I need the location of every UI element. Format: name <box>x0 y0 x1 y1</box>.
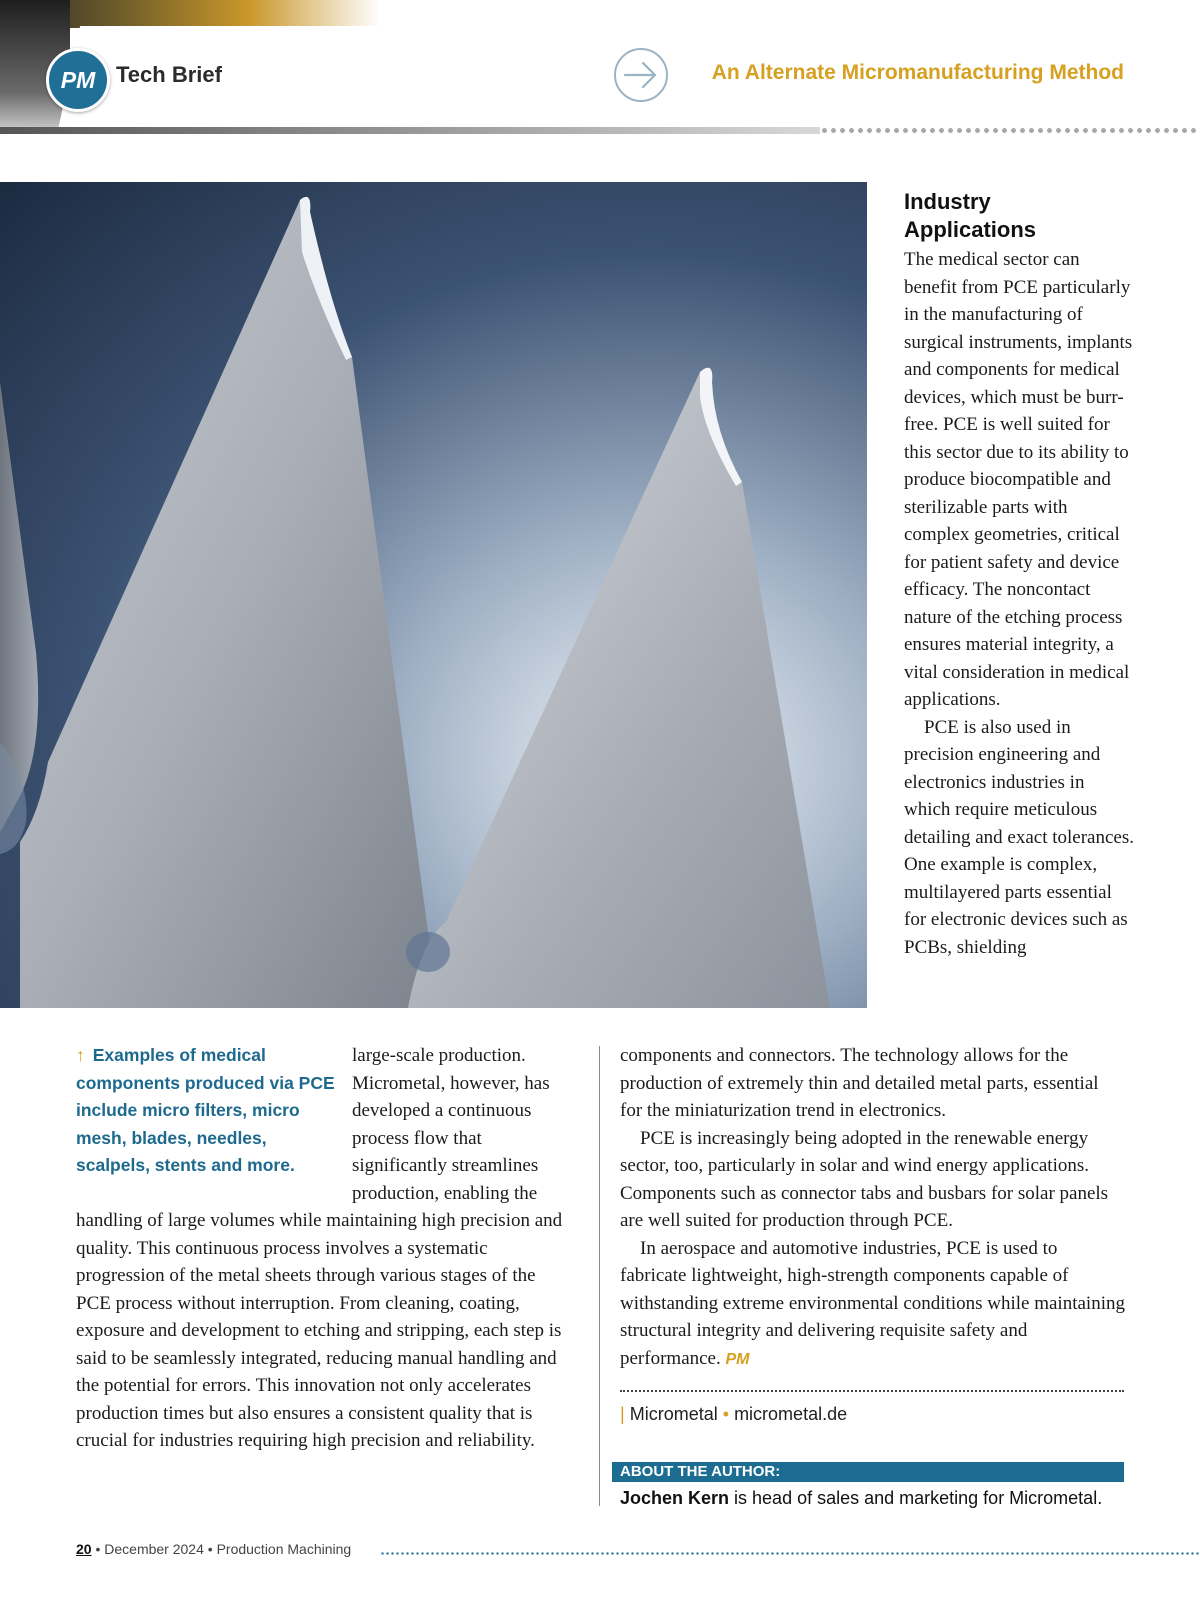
arrow-right-circle-icon <box>612 46 670 104</box>
sidebar-body <box>904 246 1134 961</box>
about-author-label: ABOUT THE AUTHOR: <box>612 1462 1124 1482</box>
arrow-up-icon: ↑ <box>76 1045 85 1065</box>
author-bio: is head of sales and marketing for Micrometal. <box>729 1488 1103 1508</box>
header-dotted-rule <box>820 127 1200 134</box>
pm-logo-badge: PM <box>46 48 110 112</box>
sidebar-paragraph: The medical sector can benefit from PCE particularly in the manufacturing of surgical instruments, implants and components for medical devices, which must be burr-free. PCE is well suited for this sector due to its ability to produce biocompatible and sterilizable parts with complex geometries, critical for patient safety and device efficacy. The noncontact nature of the etching process ensures material integrity, a vital consideration in medical applications. <box>904 249 1133 710</box>
source-bar: | <box>620 1404 625 1424</box>
pm-end-mark: PM <box>725 1350 750 1368</box>
medical-blades-photo <box>0 182 867 1008</box>
source-separator: • <box>722 1404 730 1424</box>
header-rule <box>0 127 820 134</box>
issue-date: December 2024 <box>104 1541 204 1557</box>
caption-wrap-space <box>76 1042 352 1207</box>
footer-separator: • <box>95 1541 101 1557</box>
page-number: 20 <box>76 1541 92 1557</box>
dotted-divider <box>620 1390 1124 1392</box>
author-name: Jochen Kern <box>620 1488 730 1508</box>
body-paragraph: components and connectors. The technology allows for the production of extremely thin and detailed metal parts, essential for the miniaturization trend in electronics. <box>620 1045 1099 1121</box>
about-author-text <box>620 1488 1140 1509</box>
subheading-industry-applications: Industry Applications <box>904 189 1037 242</box>
footer-separator: • <box>207 1541 213 1557</box>
section-label: Tech Brief <box>116 62 222 87</box>
left-column-body <box>76 1042 564 1455</box>
publication-name: Production Machining <box>216 1541 352 1557</box>
company-url-link[interactable]: micrometal.de <box>734 1404 848 1424</box>
company-source-line <box>620 1404 847 1425</box>
body-paragraph-text: In aerospace and automotive industries, PCE is used to fabricate lightweight, high-strength components capable of withstanding extreme environmental conditions while maintaining structural integrity and delivering requisite safety and performance. <box>620 1237 1125 1369</box>
caption-text: Examples of medical components produced via PCE include micro filters, micro mesh, blades, needles, scalpels, stents and more. <box>76 1045 335 1175</box>
article-section-title: An Alternate Micromanufacturing Method <box>711 61 1124 84</box>
footer-dotted-rule <box>380 1552 1200 1555</box>
page-footer <box>76 1541 351 1557</box>
sidebar-paragraph: PCE is also used in precision engineering and electronics industries in which require meticulous detailing and exact tolerances. One example is complex, multilayered parts essential for electronic devices such as PCBs, shielding <box>904 716 1135 958</box>
body-paragraph: large-scale production. Micrometal, however, has developed a continuous process flow that significantly streamlines production, enabling the handling of large volumes while maintaining high precision and quality. This continuous process involves a systematic progression of the metal sheets through various stages of the PCE process without interruption. From cleaning, coating, exposure and development to etching and stripping, each step is said to be seamlessly integrated, reducing manual handling and the potential for errors. This innovation not only accelerates production times but also ensures a consistent quality that is crucial for industries requiring high precision and reliability. <box>76 1045 563 1451</box>
body-paragraph <box>620 1235 1125 1374</box>
column-divider <box>599 1046 600 1506</box>
company-name: Micrometal <box>629 1404 718 1424</box>
body-paragraph: PCE is increasingly being adopted in the renewable energy sector, too, particularly in solar and wind energy applications. Components such as connector tabs and busbars for solar panels are well suited for production through PCE. <box>620 1127 1109 1231</box>
right-column-body <box>620 1042 1125 1373</box>
